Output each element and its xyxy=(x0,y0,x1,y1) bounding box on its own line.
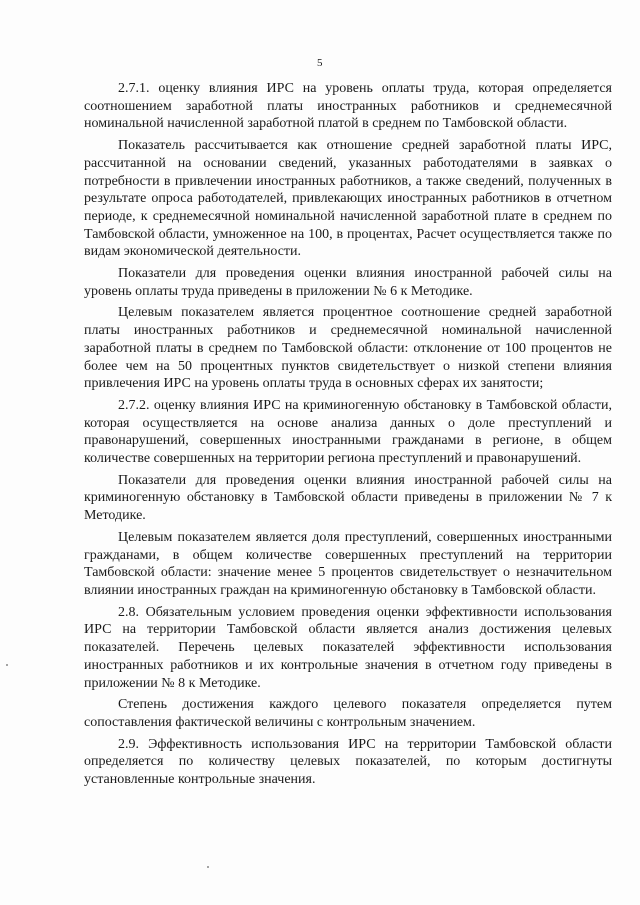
paragraph-crime-target-indicator: Целевым показателем является доля преступлений, совершенных иностранными гражданами, в общем количестве совершенных преступлений на территории Тамбовской области: значение менее 5 процентов свидетельствует о незначительном влиянии иностранных граждан на криминогенную обстановку в Тамбовской области. xyxy=(84,529,612,598)
paragraph-2-7-2: 2.7.2. оценку влияния ИРС на криминогенную обстановку в Тамбовской области, которая осуществляется на основе анализа данных о доле преступлений и правонарушений, совершенных иностранными гражданами в регионе, в общем количестве совершенных на территории региона преступлений и правонарушений. xyxy=(84,397,612,467)
paragraph-2-8: 2.8. Обязательным условием проведения оценки эффективности использования ИРС на территории Тамбовской области является анализ достижения целевых показателей. Перечень целевых показателей эффективности использования иностранных работников и их контрольные значения в отчетном году приведены в приложении № 8 к Методике. xyxy=(84,604,612,691)
paragraph-2-9: 2.9. Эффективность использования ИРС на территории Тамбовской области определяется по количеству целевых показателей, по которым достигнуты установленные контрольные значения. xyxy=(84,736,612,788)
document-body xyxy=(84,80,612,789)
paragraph-2-7-1: 2.7.1. оценку влияния ИРС на уровень оплаты труда, которая определяется соотношением заработной платы иностранных работников и среднемесячной номинальной начисленной заработной платой в среднем по Тамбовской области. xyxy=(84,81,612,132)
paragraph-indicator-calculation: Показатель рассчитывается как отношение средней заработной платы ИРС, рассчитанной на основании сведений, указанных работодателями в заявках о потребности в привлечении иностранных работников, а также сведений, полученных в результате опроса работодателей, привлекающих иностранных работников в отчетном периоде, к среднемесячной номинальной начисленной заработной плате в среднем по Тамбовской области, умноженное на 100, в процентах, Расчет осуществляется также по видам экономической деятельности. xyxy=(84,138,612,260)
paragraph-appendix-7-reference: Показатели для проведения оценки влияния иностранной рабочей силы на криминогенную обстановку в Тамбовской области приведены в приложении № 7 к Методике. xyxy=(84,472,612,524)
scan-speck xyxy=(6,664,8,666)
paragraph-appendix-6-reference: Показатели для проведения оценки влияния иностранной рабочей силы на уровень оплаты труда приведены в приложении № 6 к Методике. xyxy=(84,266,612,299)
paragraph-achievement-degree: Степень достижения каждого целевого показателя определяется путем сопоставления фактической величины с контрольным значением. xyxy=(84,697,612,730)
scan-speck xyxy=(207,866,209,868)
paragraph-wage-target-indicator: Целевым показателем является процентное соотношение средней заработной платы иностранных работников и среднемесячной номинальной начисленной заработной платы в среднем по Тамбовской области: отклонение от 100 процентов не более чем на 50 процентных пунктов свидетельствует о низкой степени влияния привлечения ИРС на уровень оплаты труда в основных сферах их занятости; xyxy=(84,305,612,392)
page-number: 5 xyxy=(317,57,323,69)
